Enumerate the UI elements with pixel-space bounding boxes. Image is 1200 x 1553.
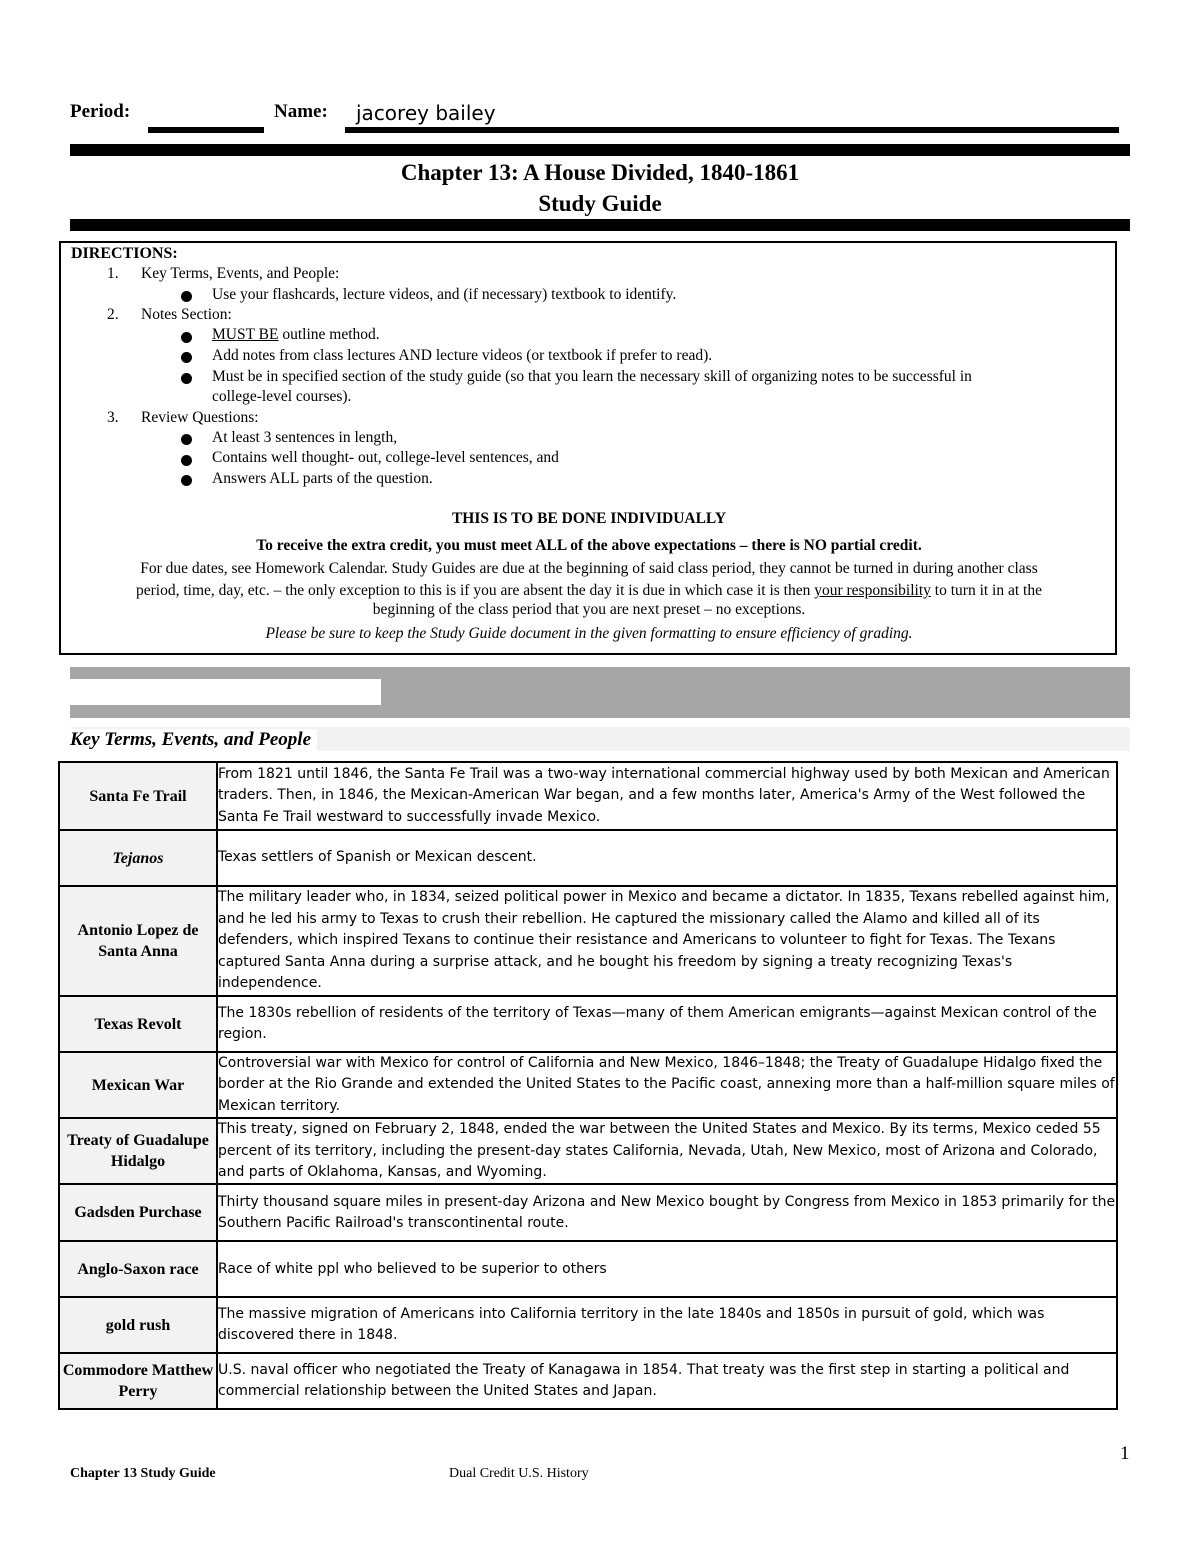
document-subtitle: Study Guide (538, 191, 662, 216)
formatting-notice: Please be sure to keep the Study Guide document in the given formatting to ensure efficiency of grading. (265, 625, 913, 642)
directions-item-2-bullet-1 (212, 326, 380, 344)
due-dates-line-3: beginning of the class period that you are next preset – no exceptions. (372, 601, 806, 618)
term-cell: Tejanos (59, 830, 217, 886)
bullet-icon (181, 332, 192, 343)
extra-credit-notice: To receive the extra credit, you must meet ALL of the above expectations – there is NO partial credit. (256, 537, 922, 554)
due-dates-text-a: period, time, day, etc. – the only exception to this is if you are absent the day it is due in which case it is then (135, 582, 815, 599)
outline-method-text: outline method. (278, 326, 380, 343)
footer-center: Dual Credit U.S. History (449, 1466, 589, 1481)
bullet-icon (181, 291, 192, 302)
bullet-icon (181, 475, 192, 486)
directions-item-1-bullet-1: Use your flashcards, lecture videos, and (if necessary) textbook to identify. (212, 286, 677, 303)
list-number: 3. (107, 409, 119, 426)
due-dates-text-b: to turn it in at the (930, 582, 1042, 599)
term-cell: Commodore Matthew Perry (59, 1353, 217, 1409)
term-cell: gold rush (59, 1297, 217, 1353)
list-number: 2. (107, 306, 119, 323)
your-responsibility-underlined: your responsibility (814, 582, 931, 599)
name-field-underline (345, 127, 1119, 133)
name-label: Name: (274, 101, 328, 122)
directions-item-2-bullet-3-line-1: Must be in specified section of the study guide (so that you learn the necessary skill of organizing notes to be successful in (212, 368, 972, 385)
due-dates-line-1: For due dates, see Homework Calendar. Study Guides are due at the beginning of said class period, they cannot be turned in during another class (140, 560, 1038, 577)
footer-left: Chapter 13 Study Guide (70, 1466, 216, 1481)
table-row (59, 830, 1117, 886)
directions-item-1: Key Terms, Events, and People: (141, 265, 340, 282)
name-field-value[interactable]: jacorey bailey (356, 101, 496, 125)
bullet-icon (181, 352, 192, 363)
bullet-icon (181, 455, 192, 466)
definition-cell[interactable]: U.S. naval officer who negotiated the Treaty of Kanagawa in 1854. That treaty was the first step in starting a political and commercial relationship between the United States and Japan. (217, 1353, 1117, 1409)
directions-item-2-bullet-2: Add notes from class lectures AND lecture videos (or textbook if prefer to read). (212, 347, 713, 364)
table-row (59, 762, 1117, 830)
term-cell: Texas Revolt (59, 996, 217, 1052)
table-row (59, 1118, 1117, 1184)
individual-notice: THIS IS TO BE DONE INDIVIDUALLY (451, 510, 727, 527)
section-title: Key Terms, Events, and People (70, 729, 317, 751)
definition-cell[interactable]: From 1821 until 1846, the Santa Fe Trail was a two-way international commercial highway used by both Mexican and American traders. Then, in 1846, the Mexican-American War began, and a few months later, America's Army of the West followed the Santa Fe Trail westward to successfully invade Mexico. (217, 762, 1117, 830)
definition-cell[interactable]: Race of white ppl who believed to be superior to others (217, 1241, 1117, 1297)
directions-heading: DIRECTIONS: (71, 245, 178, 262)
period-field-underline[interactable] (148, 127, 264, 133)
list-number: 1. (107, 265, 119, 282)
definition-cell[interactable]: The 1830s rebellion of residents of the territory of Texas—many of them American emigrants—against Mexican control of the region. (217, 996, 1117, 1052)
directions-item-3-bullet-3: Answers ALL parts of the question. (212, 470, 433, 487)
directions-item-3-bullet-2: Contains well thought- out, college-level sentences, and (212, 449, 559, 466)
term-cell: Gadsden Purchase (59, 1184, 217, 1241)
table-row (59, 886, 1117, 996)
must-be-underlined: MUST BE (212, 326, 279, 343)
definition-cell[interactable]: The massive migration of Americans into California territory in the late 1840s and 1850s in pursuit of gold, which was discovered there in 1848. (217, 1297, 1117, 1353)
section-band-label-area[interactable] (70, 679, 381, 705)
directions-item-3: Review Questions: (141, 409, 259, 426)
table-row (59, 1297, 1117, 1353)
directions-item-2: Notes Section: (141, 306, 232, 323)
directions-box (59, 241, 1117, 655)
definition-cell[interactable]: Controversial war with Mexico for control of California and New Mexico, 1846–1848; the Treaty of Guadalupe Hidalgo fixed the border at the Rio Grande and extended the United States to the Pacific coast, annexing more than a half-million square miles of Mexican territory. (217, 1052, 1117, 1118)
definition-cell[interactable]: Texas settlers of Spanish or Mexican descent. (217, 830, 1117, 886)
title-top-rule (70, 144, 1130, 156)
term-cell: Treaty of Guadalupe Hidalgo (59, 1118, 217, 1184)
directions-item-3-bullet-1: At least 3 sentences in length, (212, 429, 398, 446)
term-cell: Anglo-Saxon race (59, 1241, 217, 1297)
term-cell: Antonio Lopez de Santa Anna (59, 886, 217, 996)
term-cell: Mexican War (59, 1052, 217, 1118)
due-dates-line-2 (69, 582, 1109, 600)
document-title: Chapter 13: A House Divided, 1840-1861 (400, 160, 800, 185)
bullet-icon (181, 434, 192, 445)
period-label: Period: (70, 101, 131, 122)
page-number: 1 (1120, 1443, 1130, 1464)
term-cell: Santa Fe Trail (59, 762, 217, 830)
title-bottom-rule (70, 219, 1130, 231)
key-terms-table (58, 761, 1118, 1410)
definition-cell[interactable]: This treaty, signed on February 2, 1848, ended the war between the United States and Mexico. By its terms, Mexico ceded 55 percent of its territory, including the present-day states California, Nevada, Utah, New Mexico, most of Arizona and Colorado, and parts of Oklahoma, Kansas, and Wyoming. (217, 1118, 1117, 1184)
definition-cell[interactable]: Thirty thousand square miles in present-day Arizona and New Mexico bought by Congress from Mexico in 1853 primarily for the Southern Pacific Railroad's transcontinental route. (217, 1184, 1117, 1241)
definition-cell[interactable]: The military leader who, in 1834, seized political power in Mexico and became a dictator. In 1835, Texans rebelled against him, and he led his army to Texas to crush their rebellion. He captured the missionary called the Alamo and killed all of its defenders, which inspired Texans to continue their resistance and Americans to volunteer to fight for Texas. The Texans captured Santa Anna during a surprise attack, and he bought his freedom by signing a treaty recognizing Texas's independence. (217, 886, 1117, 996)
table-row (59, 1353, 1117, 1409)
directions-item-2-bullet-3-line-2: college-level courses). (212, 388, 352, 405)
table-row (59, 996, 1117, 1052)
table-row (59, 1184, 1117, 1241)
table-row (59, 1241, 1117, 1297)
table-row (59, 1052, 1117, 1118)
section-heading-bar (70, 727, 1130, 751)
bullet-icon (181, 373, 192, 384)
